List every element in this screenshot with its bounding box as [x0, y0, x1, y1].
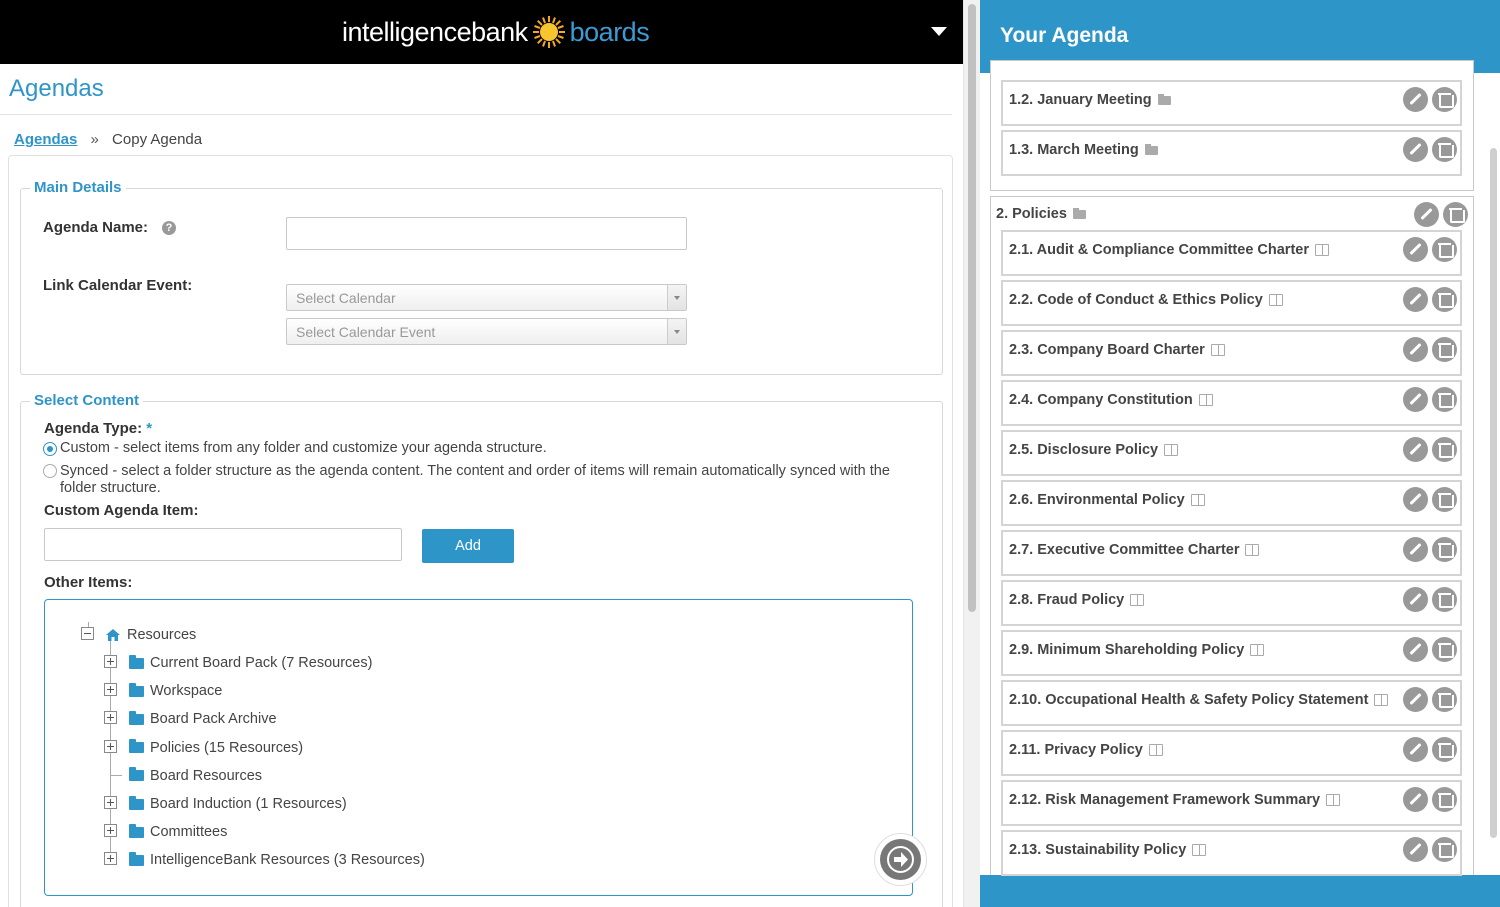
edit-pencil-icon[interactable]	[1403, 737, 1428, 762]
agenda-type-synced-radio[interactable]	[43, 464, 57, 478]
agenda-item[interactable]	[1001, 230, 1462, 276]
custom-agenda-item-input[interactable]	[44, 528, 402, 561]
book-icon	[1315, 244, 1329, 256]
delete-trash-icon[interactable]	[1432, 537, 1457, 562]
delete-trash-icon[interactable]	[1432, 287, 1457, 312]
section-2-policies[interactable]	[996, 206, 1086, 222]
agenda-item-label: 1.3. March Meeting	[1009, 142, 1139, 158]
agenda-item-title	[1009, 142, 1158, 158]
expand-folder-toggle[interactable]	[104, 683, 117, 696]
agenda-type-custom-label[interactable]: Custom - select items from any folder and customize your agenda structure.	[60, 440, 547, 456]
delete-trash-icon[interactable]	[1432, 787, 1457, 812]
edit-pencil-icon[interactable]	[1403, 287, 1428, 312]
delete-trash-icon[interactable]	[1432, 687, 1457, 712]
agenda-item-title	[1009, 92, 1171, 108]
synced-description-line1: Synced - select a folder structure as the agenda content. The content and order of items will remain automatically synced with the	[60, 463, 890, 479]
book-icon	[1164, 444, 1178, 456]
edit-pencil-icon[interactable]	[1403, 637, 1428, 662]
agenda-item[interactable]	[1001, 430, 1462, 476]
tree-folder-label: IntelligenceBank Resources (3 Resources)	[150, 852, 425, 869]
agenda-item-label: 2.11. Privacy Policy	[1009, 742, 1143, 758]
agenda-item-label: 2.10. Occupational Health & Safety Policy Statement	[1009, 692, 1369, 708]
agenda-item-label: 1.2. January Meeting	[1009, 92, 1152, 108]
home-icon	[106, 629, 120, 641]
agenda-item-title	[1009, 342, 1225, 358]
breadcrumb	[14, 131, 202, 148]
tree-folder-label: Board Induction (1 Resources)	[150, 796, 347, 812]
edit-pencil-icon[interactable]	[1403, 387, 1428, 412]
your-agenda-panel	[980, 0, 1500, 907]
agenda-type-label	[44, 420, 152, 437]
agenda-item[interactable]	[1001, 380, 1462, 426]
book-icon	[1326, 794, 1340, 806]
delete-trash-icon[interactable]	[1432, 87, 1457, 112]
select-calendar-placeholder: Select Calendar	[296, 290, 396, 306]
agenda-item[interactable]	[1001, 730, 1462, 776]
main-details-legend: Main Details	[30, 179, 126, 196]
tree-folder-item[interactable]	[129, 681, 222, 701]
delete-section-trash-icon[interactable]	[1443, 202, 1468, 227]
tree-folder-label: Board Pack Archive	[150, 711, 277, 728]
tree-folder-label: Workspace	[150, 683, 223, 700]
select-calendar-event-dropdown[interactable]	[286, 318, 687, 345]
page-scrollbar[interactable]	[963, 0, 980, 907]
add-button[interactable]: Add	[422, 529, 514, 563]
delete-trash-icon[interactable]	[1432, 637, 1457, 662]
tree-folder-item[interactable]	[129, 794, 347, 814]
agenda-scrollbar[interactable]	[1488, 73, 1500, 875]
expand-folder-toggle[interactable]	[104, 711, 117, 724]
edit-pencil-icon[interactable]	[1403, 337, 1428, 362]
agenda-item-title	[1009, 292, 1283, 308]
agenda-item-label: 2.4. Company Constitution	[1009, 392, 1193, 408]
edit-pencil-icon[interactable]	[1403, 787, 1428, 812]
section-2-label: 2. Policies	[996, 206, 1067, 222]
synced-description-line2: folder structure.	[60, 480, 161, 496]
delete-trash-icon[interactable]	[1432, 337, 1457, 362]
book-icon	[1211, 344, 1225, 356]
agenda-item[interactable]	[1001, 280, 1462, 326]
agenda-item-label: 2.8. Fraud Policy	[1009, 592, 1125, 608]
delete-trash-icon[interactable]	[1432, 587, 1457, 612]
folder-icon	[1158, 96, 1171, 105]
edit-section-pencil-icon[interactable]	[1414, 202, 1439, 227]
book-icon	[1245, 544, 1259, 556]
breadcrumb-current: Copy Agenda	[112, 131, 203, 148]
tree-root-resources[interactable]	[106, 625, 196, 645]
edit-pencil-icon[interactable]	[1403, 587, 1428, 612]
agenda-item-label: 2.13. Sustainability Policy	[1009, 842, 1187, 858]
agenda-item-title	[1009, 392, 1213, 408]
link-calendar-event-label: Link Calendar Event:	[43, 277, 193, 294]
agenda-item-title	[1009, 792, 1340, 808]
dropdown-arrow-icon	[667, 285, 686, 310]
agenda-type-label-text: Agenda Type:	[44, 420, 143, 437]
edit-pencil-icon[interactable]	[1403, 237, 1428, 262]
agenda-item-label: 2.5. Disclosure Policy	[1009, 442, 1159, 458]
tree-folder-label: Committees	[150, 824, 228, 841]
agenda-item[interactable]	[1001, 480, 1462, 526]
arrow-right-circle-icon	[880, 839, 921, 880]
other-items-label: Other Items:	[44, 574, 133, 591]
delete-trash-icon[interactable]	[1432, 237, 1457, 262]
agenda-item[interactable]	[1001, 580, 1462, 626]
tree-folder-label: Current Board Pack (7 Resources)	[150, 655, 373, 671]
required-mark: *	[146, 420, 153, 437]
select-event-placeholder: Select Calendar Event	[296, 324, 436, 340]
delete-trash-icon[interactable]	[1432, 737, 1457, 762]
expand-folder-toggle[interactable]	[104, 796, 117, 809]
agenda-item-title	[1009, 642, 1264, 658]
agenda-item[interactable]	[1001, 80, 1462, 126]
folder-icon	[129, 855, 144, 866]
agenda-type-synced-label[interactable]	[60, 463, 890, 497]
book-icon	[1374, 694, 1388, 706]
agenda-item[interactable]	[1001, 830, 1462, 876]
expand-folder-toggle[interactable]	[104, 655, 117, 668]
book-icon	[1149, 744, 1163, 756]
delete-trash-icon[interactable]	[1432, 487, 1457, 512]
expand-folder-toggle[interactable]	[104, 852, 117, 865]
folder-icon	[129, 686, 144, 697]
agenda-item[interactable]	[1001, 680, 1462, 726]
tree-folder-label: Board Resources	[150, 767, 263, 784]
page-title: Agendas	[9, 75, 104, 102]
agenda-item-title	[1009, 592, 1144, 608]
agenda-scrollbar-thumb[interactable]	[1490, 148, 1497, 838]
sun-logo-icon	[532, 15, 566, 49]
folder-icon	[129, 827, 144, 838]
book-icon	[1130, 594, 1144, 606]
logo-text: intelligencebank	[342, 16, 528, 47]
book-icon	[1250, 644, 1264, 656]
breadcrumb-agendas-link[interactable]: Agendas	[14, 131, 78, 148]
tree-root-label: Resources	[127, 627, 197, 643]
folder-icon	[129, 799, 144, 810]
logo-suffix: boards	[569, 16, 650, 47]
tree-line	[110, 775, 122, 776]
delete-trash-icon[interactable]	[1432, 837, 1457, 862]
title-divider	[0, 114, 952, 115]
agenda-item-title	[1009, 542, 1259, 558]
agenda-item-label: 2.12. Risk Management Framework Summary	[1009, 792, 1321, 808]
edit-pencil-icon[interactable]	[1403, 537, 1428, 562]
agenda-item[interactable]	[1001, 780, 1462, 826]
select-content-legend: Select Content	[30, 392, 143, 409]
tree-folder-item[interactable]	[129, 766, 262, 786]
agenda-item[interactable]	[1001, 630, 1462, 676]
edit-pencil-icon[interactable]	[1403, 437, 1428, 462]
folder-icon	[1073, 210, 1086, 219]
agenda-item-label: 2.7. Executive Committee Charter	[1009, 542, 1240, 558]
agenda-item[interactable]	[1001, 530, 1462, 576]
your-agenda-footer	[980, 875, 1500, 907]
tree-folder-item[interactable]	[129, 822, 227, 842]
expand-folder-toggle[interactable]	[104, 740, 117, 753]
custom-agenda-item-label: Custom Agenda Item:	[44, 502, 199, 519]
delete-trash-icon[interactable]	[1432, 437, 1457, 462]
agenda-item-label: 2.9. Minimum Shareholding Policy	[1009, 642, 1245, 658]
agenda-item-label: 2.2. Code of Conduct & Ethics Policy	[1009, 292, 1263, 308]
user-menu-chevron-down-icon[interactable]	[931, 27, 947, 36]
folder-icon	[129, 714, 144, 725]
your-agenda-title: Your Agenda	[1000, 24, 1129, 47]
agenda-item-label: 2.1. Audit & Compliance Committee Charter	[1009, 242, 1309, 258]
agenda-type-custom-radio[interactable]	[43, 442, 57, 456]
collapse-resources-toggle[interactable]	[81, 627, 94, 640]
breadcrumb-separator: »	[90, 131, 99, 148]
agenda-item[interactable]	[1001, 130, 1462, 176]
agenda-item-label: 2.3. Company Board Charter	[1009, 342, 1205, 358]
agenda-name-label	[43, 219, 176, 236]
book-icon	[1192, 844, 1206, 856]
intelligencebank-boards-logo[interactable]	[342, 14, 649, 50]
select-calendar-dropdown[interactable]	[286, 284, 687, 311]
edit-pencil-icon[interactable]	[1403, 687, 1428, 712]
edit-pencil-icon[interactable]	[1403, 837, 1428, 862]
page-scrollbar-thumb[interactable]	[968, 4, 976, 612]
agenda-item-label: 2.6. Environmental Policy	[1009, 492, 1185, 508]
edit-pencil-icon[interactable]	[1403, 487, 1428, 512]
book-icon	[1191, 494, 1205, 506]
agenda-item-title	[1009, 842, 1206, 858]
tree-folder-item[interactable]	[129, 738, 303, 758]
next-arrow-button[interactable]	[874, 833, 927, 886]
help-icon[interactable]: ?	[162, 221, 176, 235]
book-icon	[1269, 294, 1283, 306]
tree-folder-item[interactable]	[129, 653, 372, 673]
tree-folder-item[interactable]	[129, 850, 425, 870]
edit-pencil-icon[interactable]	[1403, 87, 1428, 112]
folder-icon	[129, 770, 144, 781]
folder-icon	[1145, 146, 1158, 155]
folder-icon	[129, 658, 144, 669]
top-navigation-bar	[0, 0, 963, 64]
delete-trash-icon[interactable]	[1432, 137, 1457, 162]
tree-folder-label: Policies (15 Resources)	[150, 739, 304, 756]
edit-pencil-icon[interactable]	[1403, 137, 1428, 162]
agenda-item-title	[1009, 692, 1388, 708]
expand-folder-toggle[interactable]	[104, 824, 117, 837]
agenda-item-title	[1009, 742, 1163, 758]
tree-folder-item[interactable]	[129, 709, 277, 729]
dropdown-arrow-icon	[667, 319, 686, 344]
agenda-item[interactable]	[1001, 330, 1462, 376]
folder-icon	[129, 742, 144, 753]
delete-trash-icon[interactable]	[1432, 387, 1457, 412]
agenda-item-title	[1009, 492, 1205, 508]
agenda-name-input[interactable]	[286, 217, 687, 250]
agenda-item-title	[1009, 442, 1178, 458]
agenda-name-label-text: Agenda Name:	[43, 219, 149, 236]
agenda-item-title	[1009, 242, 1329, 258]
book-icon	[1199, 394, 1213, 406]
